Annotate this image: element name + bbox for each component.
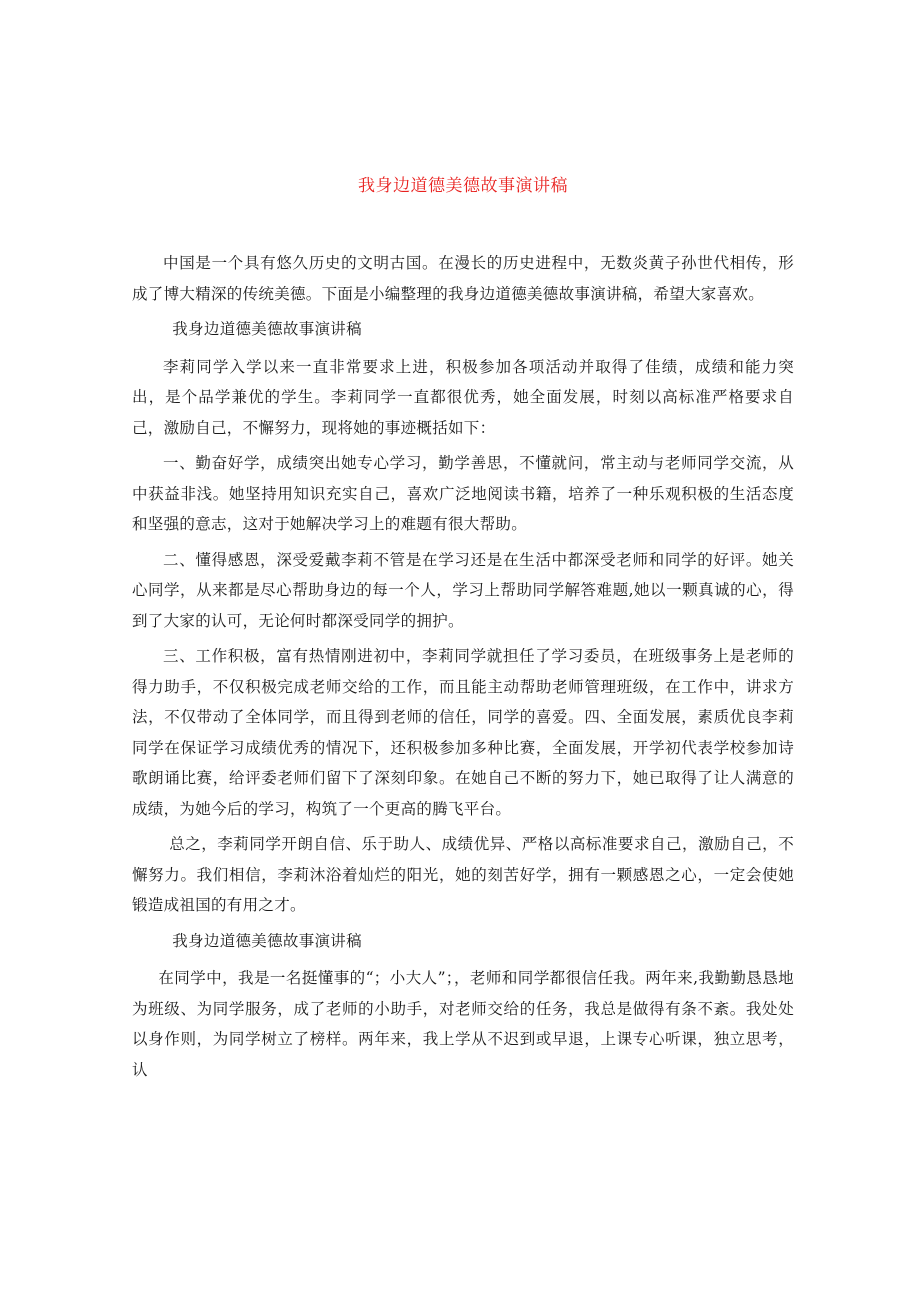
section-heading: 我身边道德美德故事演讲稿 [172,931,362,950]
body-paragraph: 一、勤奋好学，成绩突出她专心学习，勤学善思，不懂就问，常主动与老师同学交流，从中获益非浅。她坚持用知识充实自己，喜欢广泛地阅读书籍，培养了一种乐观积极的生活态度和坚强的意志，这对于她解决学习上的难题有很大帮助。 [132,454,794,533]
intro-paragraph: 中国是一个具有悠久历史的文明古国。在漫长的历史进程中，无数炎黄子孙世代相传，形成了博大精深的传统美德。下面是小编整理的我身边道德美德故事演讲稿，希望大家喜欢。 [132,254,794,303]
body-paragraph: 二、懂得感恩，深受爱戴李莉不管是在学习还是在生活中都深受老师和同学的好评。她关心同学，从来都是尽心帮助身边的每一个人，学习上帮助同学解答难题,她以一颗真诚的心，得到了大家的认可，无论何时都深受同学的拥护。 [132,550,794,630]
body-paragraph: 总之，李莉同学开朗自信、乐于助人、成绩优异、严格以高标准要求自己，激励自己，不懈努力。我们相信，李莉沐浴着灿烂的阳光，她的刻苦好学，拥有一颗感恩之心，一定会使她锻造成祖国的有用之才。 [132,835,794,914]
section-heading: 我身边道德美德故事演讲稿 [172,320,362,338]
document-page [132,174,794,1090]
body-paragraph: 在同学中，我是一名挺懂事的“；小大人”；，老师和同学都很信任我。两年来,我勤勤恳恳地为班级、为同学服务，成了老师的小助手，对老师交给的任务，我总是做得有条不紊。我处处以身作则，为同学树立了榜样。两年来，我上学从不迟到或早退，上课专心听课，独立思考，认 [132,969,794,1079]
body-paragraph: 三、工作积极，富有热情刚进初中，李莉同学就担任了学习委员，在班级事务上是老师的得力助手，不仅积极完成老师交给的工作，而且能主动帮助老师管理班级，在工作中，讲求方法，不仅带动了全体同学，而且得到老师的信任，同学的喜爱。四、全面发展，素质优良李莉同学在保证学习成绩优秀的情况下，还积极参加多种比赛，全面发展，开学初代表学校参加诗歌朗诵比赛，给评委老师们留下了深刻印象。在她自己不断的努力下，她已取得了让人满意的成绩，为她今后的学习，构筑了一个更高的腾飞平台。 [132,647,794,818]
body-paragraph: 李莉同学入学以来一直非常要求上进，积极参加各项活动并取得了佳绩，成绩和能力突出，是个品学兼优的学生。李莉同学一直都很优秀，她全面发展，时刻以高标准严格要求自己，激励自己，不懈努力，现将她的事迹概括如下： [132,357,794,437]
document-title: 我身边道德美德故事演讲稿 [358,176,568,196]
